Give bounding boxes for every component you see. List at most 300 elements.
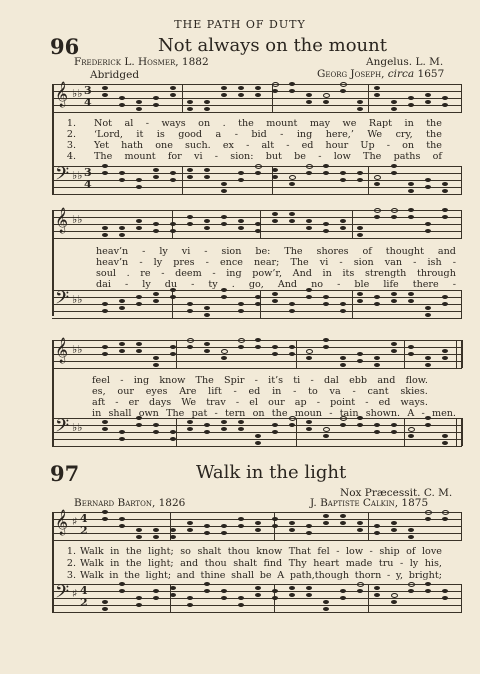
hymn-composer-97: J. Baptiste Calkin, 1875 xyxy=(310,497,429,509)
notehead xyxy=(170,593,176,597)
lyric-syllable: men. xyxy=(431,408,456,419)
lyric-line xyxy=(94,151,442,162)
lyric-syllable: sion xyxy=(353,257,374,268)
hymn-title-96: Not always on the mount xyxy=(158,35,387,56)
composer-name: Georg Joseph xyxy=(317,68,382,80)
notehead xyxy=(374,175,381,180)
notehead xyxy=(272,430,278,434)
treble-staff: 𝄞 ♭♭ xyxy=(52,210,462,238)
notehead xyxy=(221,93,227,97)
notehead xyxy=(153,175,159,179)
notehead xyxy=(136,178,142,182)
notehead xyxy=(221,182,227,186)
lyric-line xyxy=(92,397,428,408)
notehead xyxy=(306,420,312,424)
notehead xyxy=(255,171,261,175)
notehead xyxy=(153,528,159,532)
notehead xyxy=(408,215,414,219)
notehead xyxy=(289,423,295,427)
hymn-number-96: 96 xyxy=(50,34,80,59)
notehead xyxy=(391,292,397,296)
notehead xyxy=(102,309,108,313)
notehead xyxy=(357,423,363,427)
notehead xyxy=(306,586,312,590)
notehead xyxy=(323,600,329,604)
notehead xyxy=(170,345,176,349)
notehead xyxy=(170,93,176,97)
lyric-syllable: - xyxy=(452,257,456,268)
verse-number: 3. xyxy=(66,140,76,151)
lyric-syllable: in xyxy=(404,118,414,129)
lyric-syllable: The xyxy=(284,246,303,257)
lyric-syllable: van xyxy=(384,257,403,268)
lyric-syllable: point xyxy=(330,397,356,408)
notehead xyxy=(340,521,346,525)
notehead xyxy=(425,100,431,104)
notehead xyxy=(340,82,347,87)
notehead xyxy=(340,596,346,600)
lyric-syllable: find xyxy=(263,558,283,569)
lyric-syllable: hour xyxy=(325,140,349,151)
notehead xyxy=(442,349,448,353)
notehead xyxy=(102,171,108,175)
hymn-composer-96: Georg Joseph, circa 1657 xyxy=(317,68,445,80)
notehead xyxy=(289,521,295,525)
notehead xyxy=(408,535,414,539)
lyric-syllable: deem xyxy=(175,268,202,279)
notehead xyxy=(119,589,125,593)
notehead xyxy=(204,306,210,310)
lyric-syllable: Walk xyxy=(80,546,104,557)
lyric-syllable: el xyxy=(249,397,258,408)
lyric-syllable: - xyxy=(204,246,208,257)
lyric-syllable: sion xyxy=(221,246,242,257)
notehead xyxy=(119,96,125,100)
lyric-syllable: in xyxy=(110,558,120,569)
notehead xyxy=(221,189,227,193)
notehead xyxy=(374,356,380,360)
lyric-syllable: hath xyxy=(121,140,144,151)
notehead xyxy=(119,342,125,346)
bass-staff: 𝄢 ♯ 4 2 xyxy=(52,584,462,612)
notehead xyxy=(442,589,448,593)
lyric-syllable: - xyxy=(191,279,195,290)
lyric-syllable: go, xyxy=(248,279,264,290)
lyric-syllable: - xyxy=(142,246,146,257)
notehead xyxy=(391,164,397,168)
lyric-syllable: . xyxy=(231,279,235,290)
notehead xyxy=(187,302,193,306)
lyric-syllable: feel xyxy=(92,375,110,386)
notehead xyxy=(238,219,244,223)
lyric-syllable: path,though xyxy=(289,570,350,581)
notehead xyxy=(374,295,380,299)
notehead xyxy=(102,345,108,349)
notehead xyxy=(323,100,329,104)
lyric-line xyxy=(94,140,442,151)
verse-number: 1. xyxy=(66,118,76,129)
lyric-syllable: in xyxy=(109,570,119,581)
lyric-syllable: low xyxy=(345,546,364,557)
lyric-syllable: - xyxy=(233,386,237,397)
lyric-syllable: on xyxy=(402,140,415,151)
notehead xyxy=(255,593,261,597)
notehead xyxy=(204,582,210,586)
notehead xyxy=(153,430,159,434)
notehead xyxy=(391,521,397,525)
notehead xyxy=(255,86,261,90)
notehead xyxy=(136,596,142,600)
lyric-syllable: one xyxy=(155,140,173,151)
notehead xyxy=(272,82,279,87)
notehead xyxy=(289,212,295,216)
lyric-syllable: the xyxy=(426,140,442,151)
lyric-syllable: know xyxy=(159,375,186,386)
notehead xyxy=(391,215,397,219)
notehead xyxy=(442,356,448,360)
notehead xyxy=(306,593,312,597)
notehead xyxy=(425,313,431,317)
notehead xyxy=(272,175,278,179)
notehead xyxy=(153,96,159,100)
notehead xyxy=(425,363,431,367)
lyric-syllable: in xyxy=(322,268,332,279)
notehead xyxy=(289,302,295,306)
notehead xyxy=(340,226,346,230)
lyric-syllable: - xyxy=(386,570,391,581)
notehead xyxy=(442,96,448,100)
notehead xyxy=(357,352,363,356)
lyric-syllable: good xyxy=(178,129,203,140)
notehead xyxy=(340,302,346,306)
lyric-syllable: - xyxy=(318,151,322,162)
lyric-syllable: the xyxy=(125,546,142,557)
lyric-syllable: - xyxy=(124,279,129,290)
lyric-syllable: flow. xyxy=(405,375,428,386)
hymn-tune-96: Angelus. L. M. xyxy=(366,56,444,68)
lyric-syllable: low xyxy=(333,151,351,162)
notehead xyxy=(187,603,193,607)
lyric-syllable: - xyxy=(310,375,314,386)
notehead xyxy=(323,434,329,438)
notehead xyxy=(119,582,125,586)
notehead xyxy=(425,582,431,586)
notehead xyxy=(357,178,363,182)
notehead xyxy=(204,219,210,223)
notehead xyxy=(272,299,278,303)
notehead xyxy=(136,219,142,223)
lyric-syllable: made xyxy=(345,558,373,569)
lyric-syllable: ship xyxy=(379,546,400,557)
notehead xyxy=(187,338,194,343)
lyric-syllable: Yet xyxy=(94,140,110,151)
notehead xyxy=(221,589,227,593)
notehead xyxy=(255,222,261,226)
notehead xyxy=(289,528,295,532)
composer-year: 1657 xyxy=(417,68,445,80)
notehead xyxy=(119,430,125,434)
notehead xyxy=(306,524,312,528)
notehead xyxy=(187,222,193,226)
notehead xyxy=(102,233,108,237)
notehead xyxy=(187,345,193,349)
lyric-syllable: Spir xyxy=(224,375,245,386)
lyric-syllable: the xyxy=(426,118,442,129)
lyric-syllable: bid xyxy=(251,129,267,140)
lyric-syllable: vi xyxy=(319,257,329,268)
lyric-syllable: own xyxy=(138,408,159,419)
notehead xyxy=(221,531,227,535)
notehead xyxy=(272,517,278,521)
lyric-syllable: ed xyxy=(378,397,391,408)
notehead xyxy=(374,86,380,90)
notehead xyxy=(340,423,346,427)
notehead xyxy=(238,427,244,431)
lyric-line xyxy=(80,546,442,557)
notehead xyxy=(306,531,312,535)
notehead xyxy=(187,107,193,111)
notehead xyxy=(306,356,312,360)
notehead xyxy=(289,352,295,356)
notehead xyxy=(153,356,159,360)
notehead xyxy=(102,164,108,168)
lyric-syllable: We xyxy=(367,129,383,140)
lyric-syllable: tru xyxy=(378,558,394,569)
notehead xyxy=(357,226,363,230)
lyric-syllable: y, xyxy=(395,570,404,581)
lyric-syllable: there xyxy=(412,279,439,290)
notehead xyxy=(323,338,329,342)
lyric-syllable: no xyxy=(311,279,324,290)
lyric-syllable: days xyxy=(148,397,172,408)
notehead xyxy=(442,596,448,600)
lyric-syllable: - xyxy=(214,151,219,162)
notehead xyxy=(153,222,159,226)
lyric-syllable: - xyxy=(161,268,165,279)
notehead xyxy=(170,437,176,441)
notehead xyxy=(340,171,346,175)
notehead xyxy=(408,96,414,100)
notehead xyxy=(238,345,244,349)
notehead xyxy=(187,215,193,219)
notehead xyxy=(374,93,380,97)
lyric-syllable: ly xyxy=(409,558,419,569)
notehead xyxy=(153,423,159,427)
notehead xyxy=(272,292,278,296)
hymn-author-96: Frederick L. Hosmer, 1882 xyxy=(74,56,209,68)
lyric-syllable: ti xyxy=(293,375,301,386)
lyric-syllable: Thy xyxy=(288,558,307,569)
notehead xyxy=(306,427,312,431)
notehead xyxy=(357,107,363,111)
lyric-syllable: tain xyxy=(339,408,359,419)
notehead xyxy=(442,517,448,521)
notehead xyxy=(289,89,295,93)
notehead xyxy=(357,233,363,237)
notehead xyxy=(102,607,108,611)
notehead xyxy=(425,229,431,233)
notehead xyxy=(255,338,261,342)
notehead xyxy=(204,349,210,353)
notehead xyxy=(221,215,227,219)
lyric-syllable: be: xyxy=(255,246,271,257)
lyric-syllable: so xyxy=(180,546,191,557)
notehead xyxy=(391,100,397,104)
notehead xyxy=(187,420,193,424)
lyric-syllable: vi xyxy=(194,151,203,162)
notehead xyxy=(204,342,210,346)
notehead xyxy=(204,100,210,104)
lyric-line xyxy=(80,570,442,581)
notehead xyxy=(408,345,414,349)
notehead xyxy=(374,586,380,590)
lyric-syllable: - xyxy=(365,397,369,408)
hymn-number-97: 97 xyxy=(50,461,80,486)
notehead xyxy=(408,182,414,186)
notehead xyxy=(187,521,193,525)
notehead xyxy=(136,423,142,427)
lyric-syllable: - xyxy=(212,268,216,279)
notehead xyxy=(136,349,142,353)
lyric-syllable: the xyxy=(426,129,442,140)
notehead xyxy=(204,531,210,535)
notehead xyxy=(442,441,448,445)
lyric-syllable: Not xyxy=(94,118,113,129)
notehead xyxy=(408,292,414,296)
lyric-syllable: shall xyxy=(231,570,255,581)
notehead xyxy=(170,586,176,590)
lyric-syllable: paths xyxy=(393,151,421,162)
lyric-syllable: thorn xyxy=(354,570,382,581)
notehead xyxy=(340,178,346,182)
notehead xyxy=(238,86,244,90)
lyric-syllable: - xyxy=(413,257,417,268)
notehead xyxy=(391,208,398,213)
lyric-syllable: A xyxy=(277,570,285,581)
lyric-syllable: - xyxy=(352,386,356,397)
notehead xyxy=(102,86,108,90)
lyric-syllable: Walk xyxy=(80,570,104,581)
notehead xyxy=(425,185,431,189)
notehead xyxy=(255,521,261,525)
notehead xyxy=(119,171,125,175)
lyric-syllable: - xyxy=(115,397,119,408)
notehead xyxy=(170,352,176,356)
notehead xyxy=(391,107,397,111)
notehead xyxy=(102,517,108,521)
notehead xyxy=(221,524,227,528)
lyric-syllable: for xyxy=(167,151,182,162)
notehead xyxy=(170,430,176,434)
lyric-syllable: know xyxy=(256,546,283,557)
notehead xyxy=(357,528,363,532)
lyric-syllable: pow’r, xyxy=(252,268,283,279)
notehead xyxy=(306,295,312,299)
notehead xyxy=(408,434,414,438)
notehead xyxy=(221,349,228,354)
notehead xyxy=(204,430,210,434)
verse-number: 1. xyxy=(66,546,76,557)
verse-number: 4. xyxy=(66,151,76,162)
lyric-syllable: - xyxy=(246,140,250,151)
notehead xyxy=(272,589,278,593)
lyric-syllable: in xyxy=(92,408,102,419)
lyric-syllable: - xyxy=(139,257,143,268)
notehead xyxy=(238,596,244,600)
notehead xyxy=(119,524,125,528)
notehead xyxy=(289,182,295,186)
notehead xyxy=(306,171,312,175)
lyric-line xyxy=(96,257,456,268)
lyric-syllable: to xyxy=(308,386,318,397)
lyric-syllable: is xyxy=(156,129,165,140)
notehead xyxy=(442,103,448,107)
notehead xyxy=(238,302,244,306)
notehead xyxy=(374,302,380,306)
notehead xyxy=(187,596,193,600)
notehead xyxy=(323,229,329,233)
notehead xyxy=(221,356,227,360)
notehead xyxy=(204,175,210,179)
notehead xyxy=(221,222,227,226)
notehead xyxy=(204,589,210,593)
notehead xyxy=(357,100,363,104)
lyric-syllable: And xyxy=(277,279,298,290)
notehead xyxy=(391,423,397,427)
lyric-syllable: The xyxy=(94,151,113,162)
notehead xyxy=(102,352,108,356)
lyric-syllable: of xyxy=(406,546,416,557)
lyric-syllable: we xyxy=(342,118,357,129)
notehead xyxy=(119,306,125,310)
notehead xyxy=(340,356,346,360)
lyric-syllable: heav’n xyxy=(96,257,129,268)
notehead xyxy=(289,586,295,590)
lyric-syllable: - xyxy=(205,257,209,268)
notehead xyxy=(425,178,431,182)
lyric-syllable: - xyxy=(214,408,218,419)
lyric-syllable: such. xyxy=(185,140,211,151)
notehead xyxy=(289,175,296,180)
notehead xyxy=(170,229,176,233)
lyric-syllable: thine xyxy=(200,570,226,581)
lyric-syllable: ed xyxy=(248,386,261,397)
page-header: THE PATH OF DUTY xyxy=(174,18,306,31)
lyric-syllable: dal xyxy=(323,375,339,386)
notehead xyxy=(391,593,398,598)
lyric-syllable: eyes xyxy=(145,386,168,397)
lyric-syllable: light; xyxy=(145,570,172,581)
notehead xyxy=(153,589,159,593)
notehead xyxy=(187,427,193,431)
lyric-syllable: skies. xyxy=(400,386,428,397)
notehead xyxy=(323,514,329,518)
notehead xyxy=(408,103,414,107)
verse-number: 3. xyxy=(66,570,76,581)
lyric-syllable: ways. xyxy=(400,397,428,408)
lyric-syllable: moun xyxy=(294,408,322,419)
lyric-syllable: ‘Lord, xyxy=(94,129,123,140)
lyric-syllable: the xyxy=(125,558,142,569)
notehead xyxy=(323,345,329,349)
lyric-syllable: and xyxy=(180,558,199,569)
notehead xyxy=(374,423,380,427)
lyric-syllable: life xyxy=(383,279,399,290)
notehead xyxy=(408,582,415,587)
notehead xyxy=(425,356,431,360)
lyric-syllable: light; xyxy=(148,546,174,557)
lyric-syllable: alt xyxy=(261,140,275,151)
